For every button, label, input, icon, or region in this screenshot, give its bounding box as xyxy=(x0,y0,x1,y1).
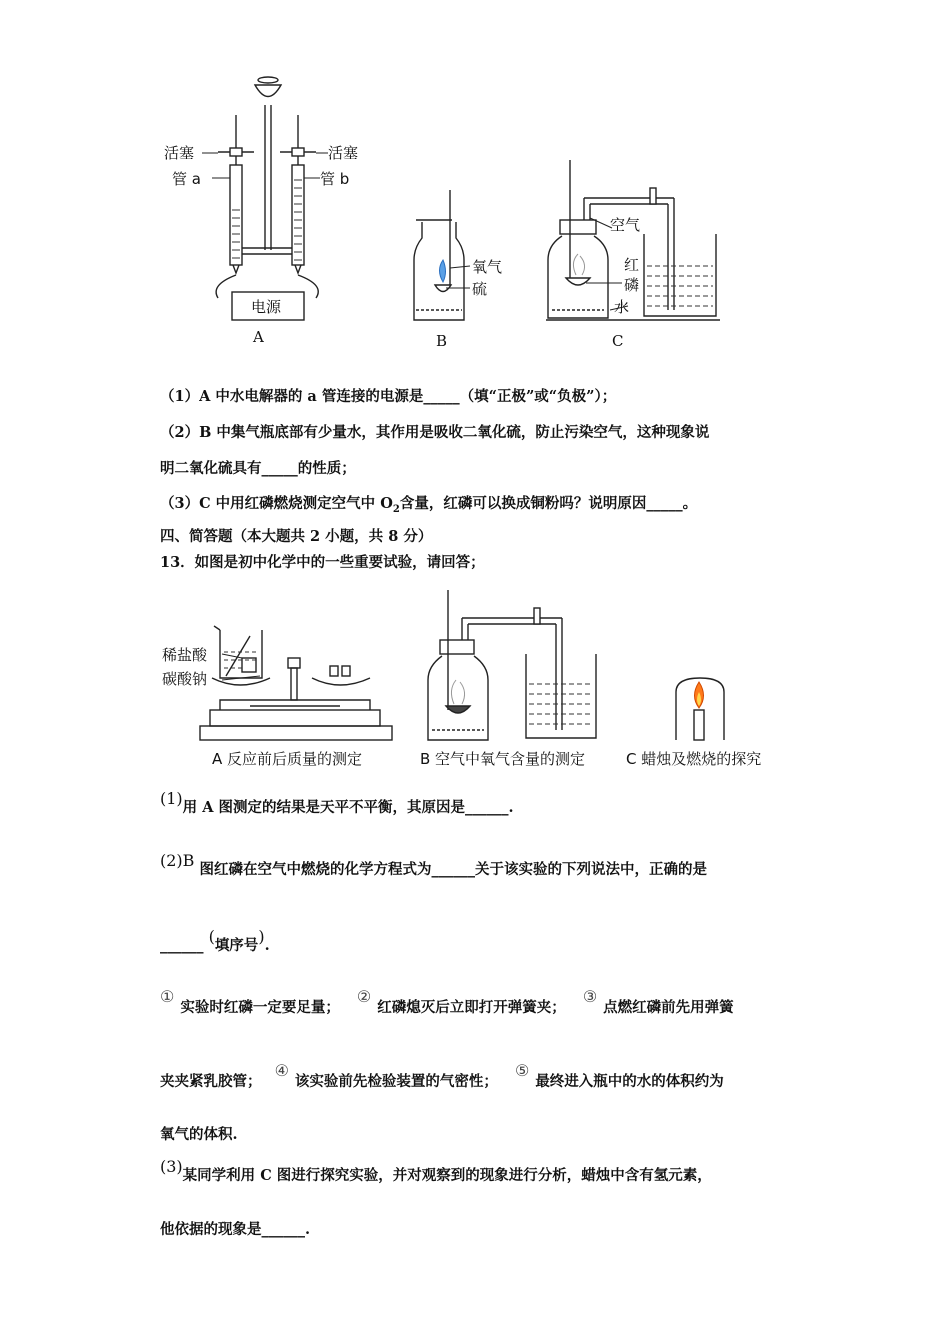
q13-sub-2-num: (2)B xyxy=(160,851,195,870)
q13-sub-2-end: . xyxy=(264,937,270,954)
phosphorus-apparatus xyxy=(546,160,720,320)
q13-sub-2-blank: ______ xyxy=(160,937,204,954)
option-4-num: ④ xyxy=(274,1061,289,1080)
label-valve-left: 活塞 xyxy=(164,144,195,162)
label-carbonate: 碳酸钠 xyxy=(162,670,208,688)
label-valve-right: 活塞 xyxy=(328,144,359,162)
electrolyzer-apparatus xyxy=(216,77,318,320)
beaker-b-water xyxy=(529,684,593,724)
label-sulfur: 硫 xyxy=(472,280,488,298)
figure-2 xyxy=(150,580,790,780)
balance-apparatus xyxy=(200,626,392,740)
option-2-num: ② xyxy=(356,987,372,1006)
option-3-num: ③ xyxy=(582,987,598,1006)
q12-part-3-b: 含量，红磷可以换成铜粉吗？说明原因_____。 xyxy=(399,495,698,512)
q13-sub-2-paren-close: ) xyxy=(258,927,265,946)
label-acid: 稀盐酸 xyxy=(162,646,208,664)
oxygen-bottle xyxy=(414,190,464,320)
caption-2b: B 空气中氧气含量的测定 xyxy=(420,750,586,768)
q13-sub-1 xyxy=(160,789,514,817)
label-red-2: 磷 xyxy=(624,276,640,294)
option-1-num: ① xyxy=(160,987,175,1006)
oxygen-content-apparatus xyxy=(428,590,596,740)
q12-part-1: （1）A 中水电解器的 a 管连接的电源是_____（填“正极”或“负极”）； xyxy=(160,388,617,405)
option-2-text: 红磷熄灭后立即打开弹簧夹； xyxy=(377,999,566,1016)
beaker-liquid xyxy=(224,652,258,668)
label-red-1: 红 xyxy=(624,256,640,274)
label-oxygen: 氧气 xyxy=(472,258,503,276)
figure-1 xyxy=(150,70,750,360)
q13-options-line-2 xyxy=(160,1061,724,1091)
q13-options-line-1 xyxy=(160,987,734,1017)
label-power: 电源 xyxy=(251,298,282,316)
label-air: 空气 xyxy=(610,216,641,234)
sulfur-flame-icon xyxy=(440,260,446,282)
option-3-text: 点燃红磷前先用弹簧 xyxy=(603,999,734,1016)
q13-sub-3 xyxy=(160,1157,712,1185)
option-3-cont: 夹夹紧乳胶管； xyxy=(160,1073,262,1090)
q12-part-2a: （2）B 中集气瓶底部有少量水，其作用是吸收二氧化硫，防止污染空气，这种现象说 xyxy=(160,424,710,441)
q13-sub-2-fill xyxy=(160,927,270,955)
caption-a: A xyxy=(253,328,264,346)
beaker-water xyxy=(647,266,713,306)
question-13-stem: 13．如图是初中化学中的一些重要试验，请回答； xyxy=(160,554,485,571)
section-4-title: 四、简答题（本大题共 2 小题，共 8 分） xyxy=(160,528,433,545)
option-4-text: 该实验前先检验装置的气密性； xyxy=(294,1073,498,1090)
q12-part-3 xyxy=(160,492,697,515)
caption-2c: C 蜡烛及燃烧的探究 xyxy=(626,750,762,768)
q13-sub-3-cont: 他依据的现象是______. xyxy=(160,1221,311,1238)
option-5-text: 最终进入瓶中的水的体积约为 xyxy=(535,1073,724,1090)
option-1-text: 实验时红磷一定要足量； xyxy=(180,999,340,1016)
option-5-cont: 氧气的体积. xyxy=(160,1126,238,1143)
label-tube-b: 管 b xyxy=(320,170,350,188)
label-water: 水 xyxy=(614,298,630,316)
q13-sub-2-paren-open: ( xyxy=(208,927,215,946)
q12-part-2b: 明二氧化硫具有_____的性质； xyxy=(160,460,356,477)
q13-sub-1-text: 用 A 图测定的结果是天平不平衡，其原因是______. xyxy=(182,799,514,816)
q13-sub-3-num: (3) xyxy=(160,1157,183,1176)
smoke-icon-2 xyxy=(451,680,456,704)
figure-1-drawing xyxy=(150,70,750,360)
q13-sub-2-fill-label: 填序号 xyxy=(214,937,259,954)
q13-sub-1-num: (1) xyxy=(160,789,183,808)
caption-c: C xyxy=(612,332,624,350)
q13-sub-3-text: 某同学利用 C 图进行探究实验，并对观察到的现象进行分析，蜡烛中含有氢元素， xyxy=(182,1167,712,1184)
caption-b: B xyxy=(436,332,448,350)
q13-sub-2-text: 图红磷在空气中燃烧的化学方程式为______关于该实验的下列说法中，正确的是 xyxy=(199,861,707,878)
label-tube-a: 管 a xyxy=(172,170,201,188)
q13-sub-2 xyxy=(160,851,707,879)
option-5-num: ⑤ xyxy=(514,1061,530,1080)
caption-2a: A 反应前后质量的测定 xyxy=(212,750,363,768)
q12-part-3-sub: 2 xyxy=(392,503,400,515)
smoke-icon xyxy=(573,254,578,275)
q12-part-3-a: （3）C 中用红磷燃烧测定空气中 O xyxy=(160,495,393,512)
